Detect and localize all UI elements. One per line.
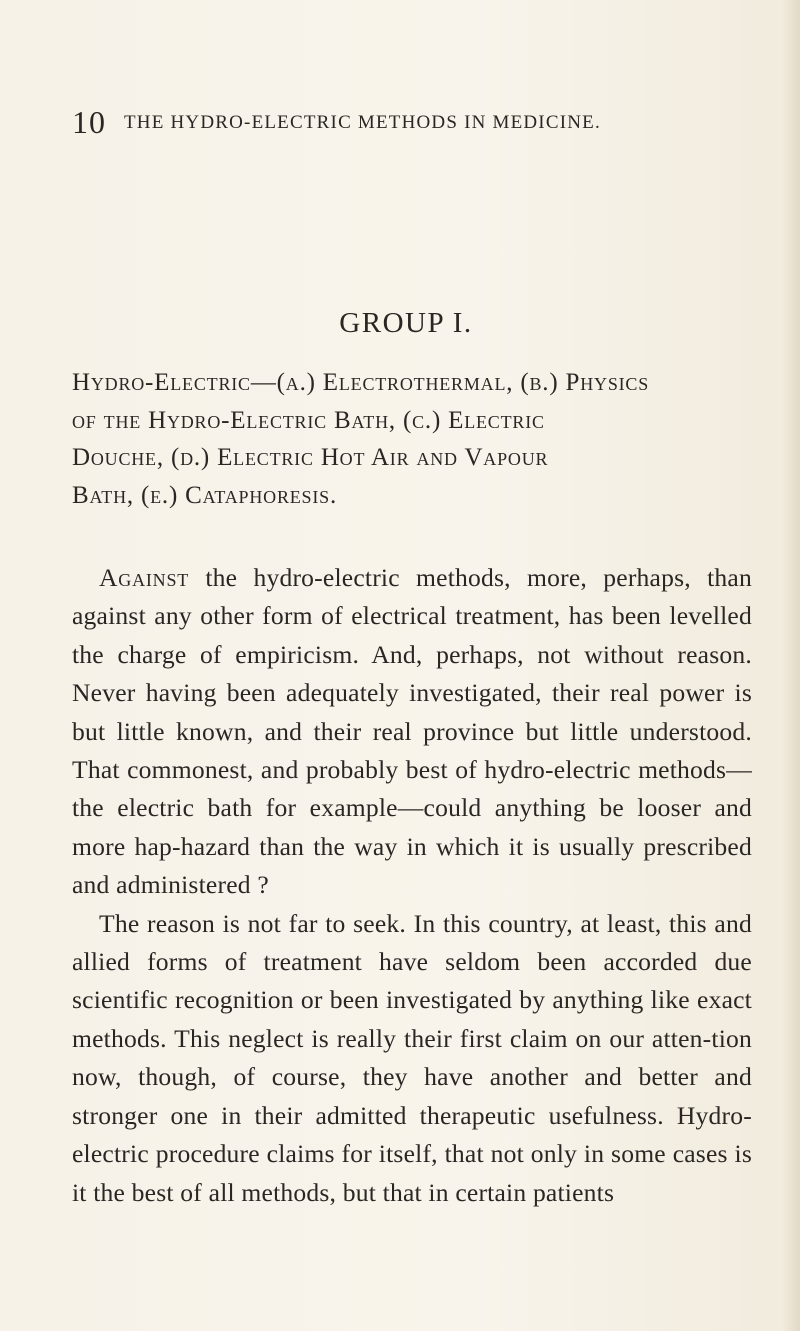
section-contents [72,364,752,515]
paragraph-1-text: the hydro-electric methods, more, perhaps, than against any other form of electrical treatment, has been levelled the charge of empiricism. And, perhaps, not without reason. Never having been adequately investigated, their real power is but little known, and their real province but little understood. That commonest, and probably best of hydro-electric methods—the electric bath for example—could anything be looser and more hap-hazard than the way in which it is usually prescribed and administered ? [72,563,752,900]
paragraph-2: The reason is not far to seek. In this country, at least, this and allied forms of treatment have seldom been accorded due scientific recognition or been investigated by anything like exact methods. This neglect is really their first claim on our atten-tion now, though, of course, they have another and better and stronger one in their admitted therapeutic usefulness. Hydro-electric procedure claims for itself, that not only in some cases is it the best of all methods, but that in certain patients [72,908,752,1207]
contents-line: Hydro-Electric—(a.) Electrothermal, (b.) Physics [72,369,650,396]
page-number: 10 [72,104,106,140]
body-text [72,559,752,1212]
paragraph-lead-word: Against [99,563,190,592]
section-title: GROUP I. [339,307,473,339]
page-edge-shadow [782,0,800,1331]
contents-line: Bath, (e.) Cataphoresis. [72,482,338,510]
contents-line: Douche, (d.) Electric Hot Air and Vapour [72,444,549,472]
running-head [0,104,800,144]
running-head-title: THE HYDRO-ELECTRIC METHODS IN MEDICINE. [124,112,601,133]
contents-line: of the Hydro-Electric Bath, (c.) Electric [72,406,545,434]
paragraph-1 [72,559,752,905]
